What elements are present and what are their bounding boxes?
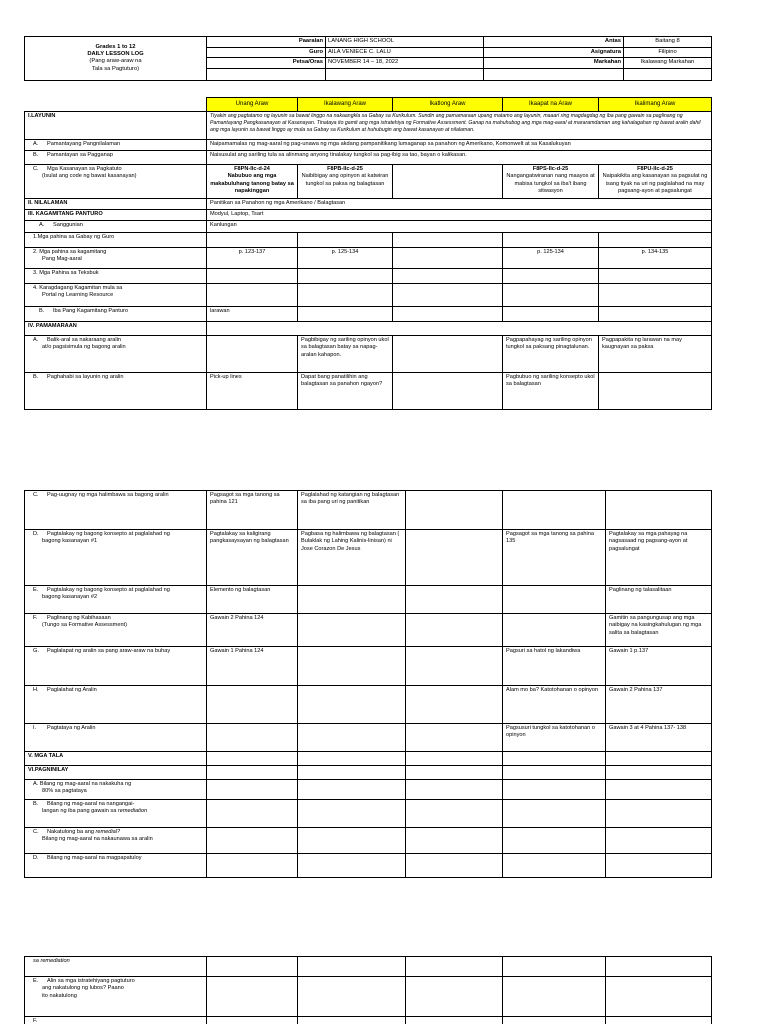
- lesson-table-part3: [24, 956, 711, 1024]
- row-iba-pang-kagamitan: [25, 307, 712, 322]
- date-label: Petsa/Oras: [207, 58, 326, 69]
- row-nakatulong-remedial: [25, 828, 712, 854]
- pahina-day2: p. 125-134: [298, 248, 393, 269]
- pangnilalaman-text: Naipamamalas ng mag-aaral ng pag-unawa ng mga akdang pampanitikang lumaganap sa panahon ng Amerikano, Komonwelt at sa Kasalukuyan: [207, 140, 712, 151]
- pagtataya-label: I. Pagtataya ng Aralin: [25, 724, 207, 752]
- pagtataya-day5: Gawain 3 at 4 Pahina 137- 138: [606, 724, 712, 752]
- row-nakakuha-80: [25, 780, 712, 800]
- kagamitan-label: III. KAGAMITANG PANTURO: [25, 210, 207, 221]
- row-pamantayan-pagganap: [25, 151, 712, 165]
- row-next-cut: [25, 1017, 712, 1024]
- teacher-value: AILA VENIECE C. LALU: [326, 47, 484, 58]
- lesson-table-continued: [24, 490, 712, 878]
- remediation-cont-label: sa remediation: [25, 957, 207, 977]
- kagamitan-text: Modyul, Laptop, Tsart: [207, 210, 712, 221]
- row-magpapatuloy: [25, 854, 712, 878]
- nakakuha-80-label: A. Bilang ng mag-aaral na nakakuha ng 80% sa pagtataya: [25, 780, 207, 800]
- date-value: NOVEMBER 14 – 18, 2022: [326, 58, 484, 69]
- paghahabi-day1: Pick-up lines: [207, 373, 298, 410]
- lesson-table-part2: [24, 490, 711, 878]
- kabihasaan-day5: Gamitin sa pangungusap ang mga naibigay na kasingkahulugan ng mga salita sa balagtasan: [606, 614, 712, 647]
- magpapatuloy-label: D. Bilang ng mag-aaral na magpapatuloy: [25, 854, 207, 878]
- pahina-day4: p. 125-134: [503, 248, 599, 269]
- row-pagninilay: [25, 766, 712, 780]
- paglalapat-day5: Gawain 1 p.137: [606, 647, 712, 686]
- pangnilalaman-label: A. Pamantayang Pangnilalaman: [25, 140, 207, 151]
- bagong-konsepto-2-label: E. Pagtalakay ng bagong konsepto at paglalahad ng bagong kasanayan #2: [25, 586, 207, 614]
- row-pamamaraan: [25, 322, 712, 336]
- teacher-label: Guro: [207, 47, 326, 58]
- row-remediation-cont: [25, 957, 712, 977]
- row-bagong-konsepto-1: [25, 530, 712, 586]
- subject-value: Filipino: [624, 47, 712, 58]
- pamamaraan-label: IV. PAMAMARAAN: [25, 322, 207, 336]
- paglalapat-day1: Gawain 1 Pahina 124: [207, 647, 298, 686]
- subject-label: Asignatura: [484, 47, 624, 58]
- balik-aral-day2: Pagbibigay ng sariling opinyon ukol sa balagtasan batay sa napag-aralan kahapon.: [298, 336, 393, 373]
- school-label: Paaralan: [207, 37, 326, 48]
- row-paglalapat: [25, 647, 712, 686]
- bagong-konsepto-1-label: D. Pagtalakay ng bagong konsepto at paglalahad ng bagong kasanayan #1: [25, 530, 207, 586]
- row-balik-aral: [25, 336, 712, 373]
- quarter-label: Markahan: [484, 58, 624, 69]
- day-header-row: [25, 98, 712, 112]
- row-kabihasaan: [25, 614, 712, 647]
- level-value: Baitang 8: [624, 37, 712, 48]
- paglalapat-label: G. Paglalapat ng aralin sa pang araw-araw na buhay: [25, 647, 207, 686]
- pahina-label: 2. Mga pahina sa kagamitang Pang Mag-aaral: [25, 248, 207, 269]
- iba-label: B. Iba Pang Kagamitang Panturo: [25, 307, 207, 322]
- row-bagong-konsepto-2: [25, 586, 712, 614]
- kabihasaan-label: F. Paglinang ng Kabihasaan (Tungo sa Formative Assessment): [25, 614, 207, 647]
- paghahabi-day2: Dapat bang panatilihin ang balagtasan sa panahon ngayon?: [298, 373, 393, 410]
- layunin-row: [25, 112, 712, 140]
- iba-day1: larawan: [207, 307, 298, 322]
- balik-aral-label: A. Balik-aral sa nakaraang aralin at/o pagsisimula ng bagong aralin: [25, 336, 207, 373]
- row-kagamitang-mag-aaral: [25, 248, 712, 269]
- kasanayan-day1: F8PN-IIc-d-24 Nabubuo ang mga makabuluhang tanong batay sa napakinggan: [207, 165, 298, 199]
- pagninilay-label: VI.PAGNINILAY: [25, 766, 207, 780]
- row-remediation: [25, 800, 712, 828]
- kasanayan-label: C. Mga Kasanayan sa Pagkatuto (Isulat ang code ng bawat kasanayan): [25, 165, 207, 199]
- paghahabi-label: B. Paghahabi sa layunin ng aralin: [25, 373, 207, 410]
- bagong-konsepto-1-day2: Pagbasa ng halimbawa ng balagtasan ( Bulaklak ng Lahing Kalinis-linisan) ni Jose Corazon De Jesus: [298, 530, 406, 586]
- pag-uugnay-day2: Paglalahad ng katangian ng balagtasan sa iba pang uri ng panitikan: [298, 491, 406, 530]
- nilalaman-text: Panitikan sa Panahon ng mga Amerikano / Balagtasan: [207, 199, 712, 210]
- pagganap-label: B. Pamantayan sa Pagganap: [25, 151, 207, 165]
- kasanayan-day4: F8PS-IIc-d-25 Nangangatwiranan nang maayos at mabisa tungkol sa iba't ibang sitwasyon: [503, 165, 599, 199]
- paglalahat-day4: Alam mo ba? Katotohanan o opinyon: [503, 686, 606, 724]
- row-paglalahat: [25, 686, 712, 724]
- nilalaman-label: II. NILALAMAN: [25, 199, 207, 210]
- kasanayan-day5: F8PU-IIc-d-25 Naipakikita ang kasanayan sa pagsulat ng isang tiyak na uri ng paglalahad na may pagsang-ayon at pagsalungat: [599, 165, 712, 199]
- row-kagamitan: [25, 210, 712, 221]
- remediation-label: B. Bilang ng mag-aaral na nangangai- langan ng iba pang gawain sa remediation: [25, 800, 207, 828]
- level-label: Antas: [484, 37, 624, 48]
- day-2-header: Ikalawang Araw: [298, 98, 393, 112]
- mga-tala-label: V. MGA TALA: [25, 752, 207, 766]
- row-kasanayan: [25, 165, 712, 199]
- row-sanggunian: [25, 221, 712, 233]
- pag-uugnay-day1: Pagsagot sa mga tanong sa pahina 121: [207, 491, 298, 530]
- row-paghahabi: [25, 373, 712, 410]
- bagong-konsepto-1-day1: Pagtalakay sa kaligirang pangkasaysayan ng balagtasan: [207, 530, 298, 586]
- row-pamantayang-pangnilalaman: [25, 140, 712, 151]
- teksbuk-label: 3. Mga Pahina sa Teksbuk: [25, 269, 207, 284]
- row-pag-uugnay: [25, 491, 712, 530]
- pahina-day5: p. 134-135: [599, 248, 712, 269]
- dll-title: Grades 1 to 12 DAILY LESSON LOG (Pang araw-araw na Tala sa Pagtuturo): [25, 37, 207, 81]
- row-nilalaman: [25, 199, 712, 210]
- bagong-konsepto-1-day4: Pagsagot sa mga tanong sa pahina 135: [503, 530, 606, 586]
- row-istratehiya: [25, 977, 712, 1017]
- header-block: [24, 36, 711, 81]
- paglalapat-day4: Pagsuri sa hatol ng lakandiwa: [503, 647, 606, 686]
- bagong-konsepto-2-day1: Elemento ng balagtasan: [207, 586, 298, 614]
- karagdagan-label: 4. Karagdagang Kagamitan mula sa Portal ng Learning Resource: [25, 284, 207, 307]
- pagganap-text: Naisusulat ang sariling tula sa alinmang anyong tinalakay tungkol sa pag-ibig sa tao, bayan o kalikasan.: [207, 151, 712, 165]
- pagtataya-day4: Pagsusuri tungkol sa katotohanan o opinyon: [503, 724, 606, 752]
- pag-uugnay-label: C. Pag-uugnay ng mga halimbawa sa bagong aralin: [25, 491, 207, 530]
- balik-aral-day5: Pagpapakita ng larawan na may kaugnayan sa paksa: [599, 336, 712, 373]
- header-table: [24, 36, 712, 81]
- paglalahat-day5: Gawain 2 Pahina 137: [606, 686, 712, 724]
- day-3-header: Ikatlong Araw: [393, 98, 503, 112]
- istratehiya-label: E. Alin sa mga istratehiyang pagtuturo ang nakatulong ng lubos? Paano ito nakatulong: [25, 977, 207, 1017]
- row-mga-tala: [25, 752, 712, 766]
- row-gabay-guro: [25, 233, 712, 248]
- lesson-table: [24, 97, 712, 410]
- day-1-header: Unang Araw: [207, 98, 298, 112]
- layunin-text: Tiyakin ang pagtatamo ng layunin sa bawat linggo na nakaangkla sa Gabay sa Kurikulum. Sundin ang pamamaraan upang matamo ang layunin, maaari ring magdagdag ng iba pang gawain sa paglinang ng Pamantayang Pangkasanayan at Kasanayan. Tinataya ito gamit ang mga istratehiya ng Formative Assessment. Ganap na mahuhubog ang mga mag-aaral at mararamdaman ang kahalagahan ng bawat aralin dahil ang mga layunin sa bawat linggo ay mula sa Gabay sa Kurikulum at huhubugin ang bawat kasanayan at nilalaman.: [207, 112, 712, 140]
- kabihasaan-day1: Gawain 2 Pahina 124: [207, 614, 298, 647]
- nakatulong-remedial-label: C. Nakatulong ba ang remedial? Bilang ng mag-aaral na nakaunawa sa aralin: [25, 828, 207, 854]
- bagong-konsepto-1-day5: Pagtalakay sa mga pahayag na nagsasaad ng pagsang-ayon at pagsalungat: [606, 530, 712, 586]
- sanggunian-label: A. Sanggunian: [25, 221, 207, 233]
- lesson-table-continued-2: [24, 956, 712, 1024]
- gabay-label: 1.Mga pahina sa Gabay ng Guro: [25, 233, 207, 248]
- layunin-label: I.LAYUNIN: [25, 112, 207, 140]
- sanggunian-text: Kanlungan: [207, 221, 712, 233]
- lesson-table-part1: [24, 97, 711, 410]
- row-karagdagan: [25, 284, 712, 307]
- day-4-header: Ikaapat na Araw: [503, 98, 599, 112]
- row-pagtataya: [25, 724, 712, 752]
- row-teksbuk: [25, 269, 712, 284]
- pahina-day1: p. 123-137: [207, 248, 298, 269]
- day-5-header: Ikalimang Araw: [599, 98, 712, 112]
- kasanayan-day2: F8PB-IIc-d-25 Naibibigay ang opinyon at katwiran tungkol sa paksa ng balagtasan: [298, 165, 393, 199]
- bagong-konsepto-2-day5: Paglinang ng talasalitaan: [606, 586, 712, 614]
- next-cut-label: F.: [25, 1017, 207, 1024]
- balik-aral-day4: Pagpapahayag ng sariling opinyon tungkol sa paksang pinagtalunan.: [503, 336, 599, 373]
- quarter-value: Ikalawang Markahan: [624, 58, 712, 69]
- school-value: LANANG HIGH SCHOOL: [326, 37, 484, 48]
- paglalahat-label: H. Paglalahat ng Aralin: [25, 686, 207, 724]
- paghahabi-day4: Pagbubuo ng sariling konsepto ukol sa balagtasan: [503, 373, 599, 410]
